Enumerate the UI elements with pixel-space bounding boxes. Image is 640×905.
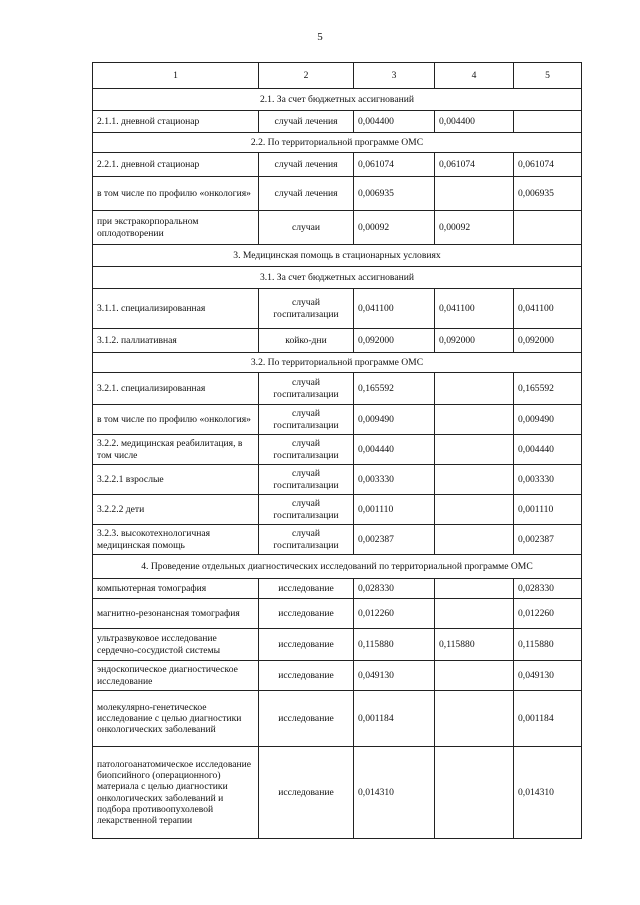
value-col3-cell: 0,004440: [354, 435, 435, 465]
value-col4-cell: [435, 495, 514, 525]
unit-cell: исследование: [259, 579, 354, 599]
section-header-row: [93, 245, 582, 267]
value-col3-cell: 0,001184: [354, 691, 435, 747]
table-row: [93, 373, 582, 405]
indicator-name-cell: эндоскопическое диагностическое исследование: [93, 661, 259, 691]
page-number: 5: [317, 31, 323, 43]
value-col5-cell: 0,061074: [514, 153, 582, 177]
value-col5-cell: 0,003330: [514, 465, 582, 495]
section-header-row: [93, 353, 582, 373]
value-col3-cell: 0,003330: [354, 465, 435, 495]
indicator-name-cell: 3.2.1. специализированная: [93, 373, 259, 405]
value-col3-cell: 0,049130: [354, 661, 435, 691]
value-col3-cell: 0,092000: [354, 329, 435, 353]
value-col4-cell: 0,061074: [435, 153, 514, 177]
value-col5-cell: [514, 211, 582, 245]
value-col4-cell: [435, 465, 514, 495]
value-col4-cell: [435, 747, 514, 839]
section-title: 3.1. За счет бюджетных ассигнований: [93, 267, 582, 289]
table-row: [93, 525, 582, 555]
value-col5-cell: 0,006935: [514, 177, 582, 211]
unit-cell: случай госпитализации: [259, 289, 354, 329]
value-col3-cell: 0,009490: [354, 405, 435, 435]
value-col5-cell: 0,009490: [514, 405, 582, 435]
indicator-name-cell: 2.1.1. дневной стационар: [93, 111, 259, 133]
table-row: [93, 435, 582, 465]
value-col4-cell: [435, 579, 514, 599]
value-col5-cell: 0,041100: [514, 289, 582, 329]
section-header-row: [93, 89, 582, 111]
unit-cell: случай госпитализации: [259, 405, 354, 435]
table-row: [93, 691, 582, 747]
value-col3-cell: 0,002387: [354, 525, 435, 555]
value-col4-cell: [435, 435, 514, 465]
value-col5-cell: 0,004440: [514, 435, 582, 465]
value-col3-cell: 0,012260: [354, 599, 435, 629]
value-col4-cell: 0,004400: [435, 111, 514, 133]
unit-cell: койко-дни: [259, 329, 354, 353]
value-col3-cell: 0,004400: [354, 111, 435, 133]
table-row: [93, 111, 582, 133]
indicator-name-cell: 3.2.3. высокотехнологичная медицинская помощь: [93, 525, 259, 555]
column-header-4: 4: [435, 63, 514, 89]
indicator-name-cell: молекулярно-генетическое исследование с целью диагностики онкологических заболеваний: [93, 691, 259, 747]
indicator-name-cell: при экстракорпоральном оплодотворении: [93, 211, 259, 245]
section-header-row: [93, 555, 582, 579]
unit-cell: исследование: [259, 599, 354, 629]
section-header-row: [93, 133, 582, 153]
section-header-row: [93, 267, 582, 289]
value-col5-cell: 0,028330: [514, 579, 582, 599]
unit-cell: случай госпитализации: [259, 435, 354, 465]
value-col3-cell: 0,165592: [354, 373, 435, 405]
unit-cell: исследование: [259, 661, 354, 691]
table-row: [93, 747, 582, 839]
indicator-name-cell: в том числе по профилю «онкология»: [93, 177, 259, 211]
value-col5-cell: 0,001184: [514, 691, 582, 747]
section-title: 2.1. За счет бюджетных ассигнований: [93, 89, 582, 111]
indicator-name-cell: 3.1.1. специализированная: [93, 289, 259, 329]
unit-cell: случай госпитализации: [259, 495, 354, 525]
value-col5-cell: 0,001110: [514, 495, 582, 525]
value-col3-cell: 0,028330: [354, 579, 435, 599]
value-col4-cell: 0,00092: [435, 211, 514, 245]
table-row: [93, 211, 582, 245]
section-title: 3.2. По территориальной программе ОМС: [93, 353, 582, 373]
value-col3-cell: 0,115880: [354, 629, 435, 661]
column-header-3: 3: [354, 63, 435, 89]
indicator-name-cell: патологоанатомическое исследование биопсийного (операционного) материала с целью диагностики онкологических заболеваний и подбора противоопухолевой лекарственной терапии: [93, 747, 259, 839]
value-col5-cell: 0,012260: [514, 599, 582, 629]
value-col3-cell: 0,006935: [354, 177, 435, 211]
unit-cell: случай госпитализации: [259, 465, 354, 495]
section-title: 3. Медицинская помощь в стационарных условиях: [93, 245, 582, 267]
indicator-name-cell: 3.2.2.2 дети: [93, 495, 259, 525]
indicator-table: [92, 62, 582, 839]
value-col4-cell: [435, 661, 514, 691]
unit-cell: случай лечения: [259, 177, 354, 211]
column-header-5: 5: [514, 63, 582, 89]
unit-cell: случай госпитализации: [259, 373, 354, 405]
value-col4-cell: [435, 405, 514, 435]
value-col4-cell: [435, 599, 514, 629]
value-col3-cell: 0,041100: [354, 289, 435, 329]
table-row: [93, 465, 582, 495]
value-col5-cell: [514, 111, 582, 133]
table-row: [93, 599, 582, 629]
value-col5-cell: 0,092000: [514, 329, 582, 353]
value-col3-cell: 0,00092: [354, 211, 435, 245]
unit-cell: исследование: [259, 691, 354, 747]
table-row: [93, 579, 582, 599]
value-col4-cell: 0,115880: [435, 629, 514, 661]
table-row: [93, 661, 582, 691]
unit-cell: исследование: [259, 629, 354, 661]
value-col3-cell: 0,001110: [354, 495, 435, 525]
section-title: 2.2. По территориальной программе ОМС: [93, 133, 582, 153]
indicator-name-cell: 3.2.2. медицинская реабилитация, в том числе: [93, 435, 259, 465]
indicator-name-cell: магнитно-резонансная томография: [93, 599, 259, 629]
value-col4-cell: [435, 177, 514, 211]
value-col5-cell: 0,014310: [514, 747, 582, 839]
unit-cell: случаи: [259, 211, 354, 245]
indicator-name-cell: 3.2.2.1 взрослые: [93, 465, 259, 495]
indicator-name-cell: 3.1.2. паллиативная: [93, 329, 259, 353]
column-header-2: 2: [259, 63, 354, 89]
value-col3-cell: 0,014310: [354, 747, 435, 839]
indicator-name-cell: компьютерная томография: [93, 579, 259, 599]
table-row: [93, 329, 582, 353]
table-row: [93, 153, 582, 177]
indicator-name-cell: 2.2.1. дневной стационар: [93, 153, 259, 177]
value-col4-cell: [435, 373, 514, 405]
value-col4-cell: 0,092000: [435, 329, 514, 353]
indicator-name-cell: в том числе по профилю «онкология»: [93, 405, 259, 435]
value-col5-cell: 0,115880: [514, 629, 582, 661]
value-col4-cell: [435, 525, 514, 555]
unit-cell: случай госпитализации: [259, 525, 354, 555]
table-header-row: [93, 63, 582, 89]
value-col5-cell: 0,002387: [514, 525, 582, 555]
table-row: [93, 177, 582, 211]
table-row: [93, 495, 582, 525]
value-col4-cell: 0,041100: [435, 289, 514, 329]
value-col5-cell: 0,165592: [514, 373, 582, 405]
value-col5-cell: 0,049130: [514, 661, 582, 691]
unit-cell: исследование: [259, 747, 354, 839]
column-header-1: 1: [93, 63, 259, 89]
unit-cell: случай лечения: [259, 111, 354, 133]
unit-cell: случай лечения: [259, 153, 354, 177]
indicator-name-cell: ультразвуковое исследование сердечно-сосудистой системы: [93, 629, 259, 661]
section-title: 4. Проведение отдельных диагностических исследований по территориальной программе ОМС: [93, 555, 582, 579]
table-row: [93, 405, 582, 435]
value-col4-cell: [435, 691, 514, 747]
table-row: [93, 289, 582, 329]
value-col3-cell: 0,061074: [354, 153, 435, 177]
table-row: [93, 629, 582, 661]
